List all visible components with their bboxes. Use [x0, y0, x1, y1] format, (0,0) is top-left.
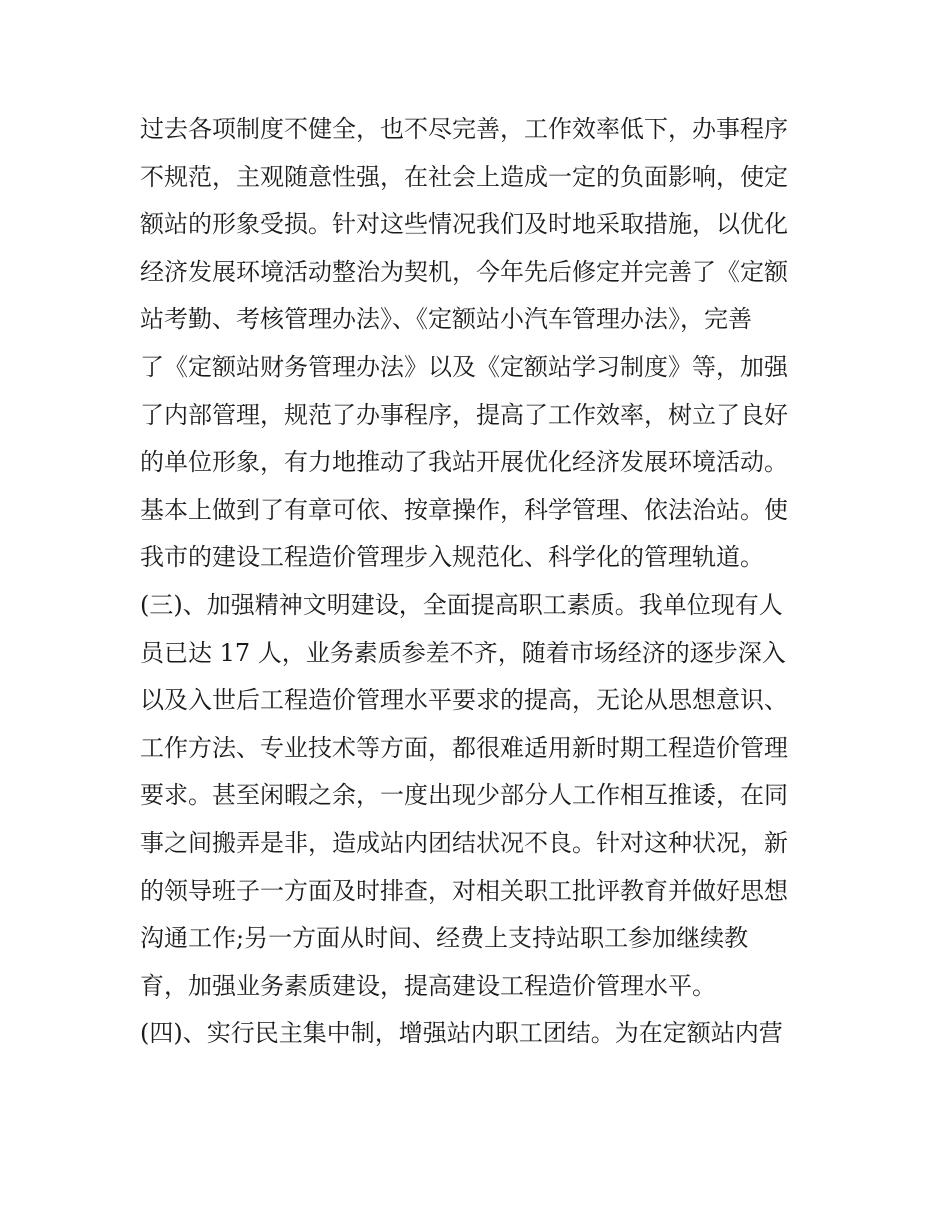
- text-line: 我市的建设工程造价管理步入规范化、科学化的管理轨道。: [140, 543, 764, 572]
- text-line: 过去各项制度不健全，也不尽完善，工作效率低下，办事程序: [140, 115, 788, 143]
- text-line: 经济发展环境活动整治为契机，今年先后修定并完善了《定额: [140, 257, 788, 286]
- text-line: 育，加强业务素质建设，提高建设工程造价管理水平。: [140, 971, 716, 1000]
- text-line: 以及入世后工程造价管理水平要求的提高，无论从思想意识、: [140, 686, 788, 715]
- section-heading-line: (四)、实行民主集中制，增强站内职工团结。为在定额站内营: [140, 1019, 783, 1048]
- text-line: 工作方法、专业技术等方面，都很难适用新时期工程造价管理: [140, 733, 788, 762]
- text-line: 基本上做到了有章可依、按章操作，科学管理、依法治站。使: [140, 495, 788, 524]
- text-line: 事之间搬弄是非，造成站内团结状况不良。针对这种状况，新: [140, 828, 788, 857]
- text-line: 不规范，主观随意性强，在社会上造成一定的负面影响，使定: [140, 162, 788, 191]
- section-heading-line: (三)、加强精神文明建设，全面提高职工素质。我单位现有人: [140, 590, 783, 619]
- text-line: 要求。甚至闲暇之余，一度出现少部分人工作相互推诿，在同: [140, 781, 788, 810]
- text-line: 额站的形象受损。针对这些情况我们及时地采取措施，以优化: [140, 210, 788, 239]
- text-line: 了《定额站财务管理办法》以及《定额站学习制度》等，加强: [140, 352, 788, 381]
- text-line: 员已达 17 人，业务素质参差不齐，随着市场经济的逐步深入: [140, 638, 786, 667]
- text-line: 沟通工作;另一方面从时间、经费上支持站职工参加继续教: [140, 924, 749, 953]
- body-text: [140, 106, 820, 1058]
- text-line: 的领导班子一方面及时排查，对相关职工批评教育并做好思想: [140, 876, 788, 905]
- text-line: 的单位形象，有力地推动了我站开展优化经济发展环境活动。: [140, 448, 788, 477]
- text-line: 了内部管理，规范了办事程序，提高了工作效率，树立了良好: [140, 400, 788, 429]
- text-line: 站考勤、考核管理办法》、《定额站小汽车管理办法》，完善: [140, 305, 752, 334]
